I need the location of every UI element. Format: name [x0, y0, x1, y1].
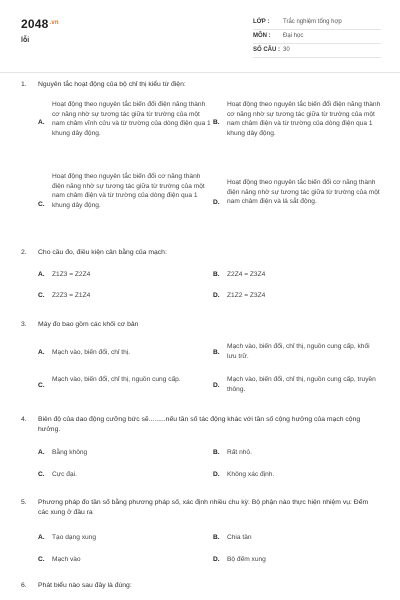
option-d[interactable]: [213, 470, 381, 482]
option-text: Hoạt động theo nguyên tắc biến đổi điện năng thành cơ năng nhờ sự tương tác giữa từ trường của một nam châm vĩnh cửu và từ trường của dòng điện qua 1 khung dây động.: [52, 101, 211, 137]
option-label: B.: [213, 449, 220, 456]
site-logo[interactable]: [21, 16, 59, 33]
option-label: D.: [213, 199, 220, 206]
option-c[interactable]: [38, 555, 213, 567]
option-text: Z2Z3 = Z1Z4: [52, 292, 91, 299]
option-a[interactable]: [38, 348, 213, 360]
page-header: [21, 16, 381, 64]
meta-key: SỐ CÂU :: [253, 47, 280, 54]
question-text: Phát biểu nào sau đây là đúng:: [38, 582, 132, 589]
question-6: [21, 581, 381, 595]
option-text: Chia tần: [227, 534, 252, 541]
option-label: B.: [213, 271, 220, 278]
option-label: C.: [38, 382, 45, 389]
option-label: C.: [38, 292, 45, 299]
question-5: [21, 498, 381, 568]
option-d[interactable]: [213, 555, 381, 567]
question-number: 4.: [21, 416, 27, 423]
option-c[interactable]: [38, 470, 213, 482]
option-label: B.: [213, 534, 220, 541]
page-subtitle: lỗi: [21, 37, 30, 44]
option-label: C.: [38, 201, 45, 208]
meta-count-row: [253, 44, 381, 58]
option-text: Cực đại.: [52, 471, 77, 478]
meta-class-row: [253, 16, 381, 30]
option-b[interactable]: [213, 342, 381, 364]
option-b[interactable]: [213, 270, 381, 282]
option-label: C.: [38, 556, 45, 563]
option-text: Tạo dạng xung: [52, 534, 96, 541]
option-text: Mạch vào, biến đổi, chỉ thị, nguồn cung cấp.: [52, 376, 181, 383]
question-number: 3.: [21, 321, 27, 328]
option-text: Z1Z3 = Z2Z4: [52, 271, 91, 278]
meta-value: Đại học: [283, 33, 304, 40]
option-text: Hoạt động theo nguyên tắc biến đổi cơ năng thành điện năng nhờ sự tương tác giữa từ trường của một nam châm điện và từ trường của dòng điện qua 1 khung dây động.: [52, 173, 205, 209]
option-label: C.: [38, 471, 45, 478]
question-number: 6.: [21, 582, 27, 589]
option-label: A.: [38, 449, 45, 456]
option-label: A.: [38, 534, 45, 541]
option-a[interactable]: [38, 100, 213, 160]
option-text: Mạch vào: [52, 556, 81, 563]
option-a[interactable]: [38, 533, 213, 545]
logo-suffix: .vn: [49, 20, 59, 26]
option-text: Mạch vào, biến đổi, chỉ thị.: [52, 349, 131, 356]
question-number: 5.: [21, 499, 27, 506]
option-c[interactable]: [38, 291, 213, 303]
option-d[interactable]: [213, 375, 381, 397]
option-a[interactable]: [38, 448, 213, 460]
option-d[interactable]: [213, 178, 381, 228]
option-text: Mạch vào, biến đổi, chỉ thị, nguồn cung cấp, khối lưu trữ.: [227, 343, 370, 360]
option-text: Z2Z4 = Z3Z4: [227, 271, 266, 278]
option-text: Bộ đếm xung: [227, 556, 266, 563]
question-text: Nguyên tắc hoạt động của bộ chỉ thị kiểu từ điện:: [38, 81, 186, 88]
option-label: A.: [38, 271, 45, 278]
question-text: Cho cầu đo, điều kiện cân bằng của mạch:: [38, 249, 167, 256]
question-2: [21, 248, 381, 308]
meta-subject-row: [253, 30, 381, 44]
option-text: Hoạt động theo nguyên tắc biến đổi cơ năng thành điện năng nhờ sự tương tác giữa từ trường của một nam châm điện và lá sắt động.: [227, 179, 380, 206]
option-text: Mạch vào, biến đổi, chỉ thị, nguồn cung cấp, truyền thông.: [227, 376, 376, 393]
question-text: Máy đo bao gồm các khối cơ bản: [38, 321, 139, 328]
option-label: D.: [213, 556, 220, 563]
question-4: [21, 415, 381, 480]
option-label: B.: [213, 119, 220, 126]
quiz-meta: [253, 16, 381, 58]
option-c[interactable]: [38, 375, 213, 397]
option-text: Rất nhỏ.: [227, 449, 252, 456]
option-b[interactable]: [213, 100, 381, 160]
option-d[interactable]: [213, 291, 381, 303]
question-number: 2.: [21, 249, 27, 256]
logo-text: 2048: [21, 17, 49, 31]
option-text: Hoạt động theo nguyên tắc biến đổi điện năng thành cơ năng nhờ sự tương tác giữa từ trường của một nam châm điện và từ trường của dòng điện qua 1 khung dây động.: [227, 101, 381, 137]
option-a[interactable]: [38, 270, 213, 282]
option-label: D.: [213, 471, 220, 478]
meta-value: Trắc nghiệm tổng hợp: [283, 19, 342, 26]
option-label: B.: [213, 349, 220, 356]
option-b[interactable]: [213, 448, 381, 460]
question-number: 1.: [21, 81, 27, 88]
question-text: Phương pháp đo tần số bằng phương pháp số, xác định nhiều chu kỳ: Bộ phận nào thực hiện nhiệm vụ: Đếm các xung ở đầu ra: [38, 499, 369, 516]
option-b[interactable]: [213, 533, 381, 545]
header-divider: [0, 72, 400, 73]
option-text: Z1Z2 = Z3Z4: [227, 292, 266, 299]
question-1: [21, 80, 381, 230]
question-3: [21, 320, 381, 400]
option-label: A.: [38, 119, 45, 126]
option-label: D.: [213, 382, 220, 389]
option-c[interactable]: [38, 172, 213, 232]
option-label: A.: [38, 349, 45, 356]
option-text: Không xác định.: [227, 471, 275, 478]
meta-value: 30: [283, 47, 290, 54]
meta-key: LỚP :: [253, 19, 270, 26]
option-label: D.: [213, 292, 220, 299]
option-text: Bằng không: [52, 449, 88, 456]
question-text: Biên độ của dao động cưỡng bức sẽ.........nếu tần số tác động khác với tần số cộng hưởng của mạch cộng hưởng.: [38, 416, 361, 433]
meta-key: MÔN :: [253, 33, 271, 40]
